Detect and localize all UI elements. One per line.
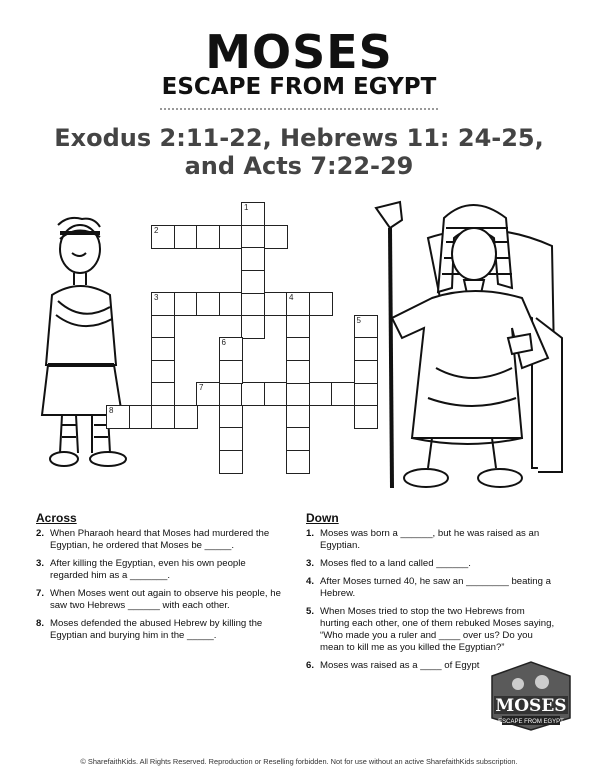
crossword-cell[interactable] — [174, 292, 198, 316]
crossword-cell[interactable] — [241, 382, 265, 406]
crossword-cell[interactable] — [219, 337, 243, 361]
crossword-cell[interactable] — [241, 247, 265, 271]
clue-number: 1 — [244, 203, 249, 212]
moses-logo — [488, 658, 574, 732]
scripture-reference-line-1: Exodus 2:11-22, Hebrews 11: 24-25, — [54, 124, 544, 152]
crossword-cell[interactable] — [241, 202, 265, 226]
crossword-cell[interactable] — [354, 315, 378, 339]
clue-across-3: 3. After killing the Egyptian, even his own people regarded him as a _______. — [36, 558, 246, 581]
clue-number: 4 — [289, 293, 294, 302]
crossword-cell[interactable] — [219, 450, 243, 474]
crossword-cell[interactable] — [309, 382, 333, 406]
crossword-cell[interactable] — [219, 405, 243, 429]
pharaoh-illustration — [372, 198, 578, 498]
crossword-cell[interactable] — [264, 382, 288, 406]
across-heading: Across — [36, 511, 77, 525]
crossword-cell[interactable] — [286, 315, 310, 339]
crossword-cell[interactable] — [106, 405, 130, 429]
crossword-cell[interactable] — [354, 382, 378, 406]
crossword-cell[interactable] — [129, 405, 153, 429]
clue-number: 8 — [109, 405, 114, 415]
crossword-cell[interactable] — [151, 315, 175, 339]
crossword-cell[interactable] — [151, 225, 175, 249]
crossword-cell[interactable] — [219, 225, 243, 249]
crossword-cell[interactable] — [219, 360, 243, 384]
clue-across-7: 7. When Moses went out again to observe his people, he saw two Hebrews ______ with each other. — [36, 588, 281, 611]
crossword-cell[interactable] — [241, 270, 265, 294]
clue-number: 6 — [221, 338, 226, 347]
crossword-cell[interactable] — [151, 382, 175, 406]
down-heading: Down — [306, 511, 339, 525]
clue-down-5: 5. When Moses tried to stop the two Hebrews from hurting each other, one of them rebuked Moses saying, “Who made you a ruler and ____ over us? Do you mean to kill me as you killed the Egyptian?” — [306, 606, 555, 653]
clue-down-6: 6. Moses was raised as a ____ of Egypt — [306, 660, 480, 671]
crossword-cell[interactable] — [151, 337, 175, 361]
clue-down-4: 4. After Moses turned 40, he saw an ________ beating a Hebrew. — [306, 576, 551, 599]
crossword-cell[interactable] — [241, 225, 265, 249]
crossword-cell[interactable] — [241, 292, 265, 316]
copyright-footer: © SharefaithKids. All Rights Reserved. Reproduction or Reselling forbidden. Not for use without an active SharefaithKids subscription. — [80, 757, 518, 766]
crossword-cell[interactable] — [331, 382, 355, 406]
crossword-cell[interactable] — [286, 405, 310, 429]
crossword-cell[interactable] — [151, 292, 175, 316]
across-clues — [36, 512, 282, 648]
page-title: MOSES — [205, 25, 393, 79]
young-moses-illustration — [38, 215, 138, 475]
crossword-cell[interactable] — [151, 360, 175, 384]
clue-number: 5 — [356, 315, 361, 325]
crossword-cell[interactable] — [174, 225, 198, 249]
clue-across-2: 2. When Pharaoh heard that Moses had murdered the Egyptian, he ordered that Moses be _____. — [36, 528, 270, 551]
page-subtitle: ESCAPE FROM EGYPT — [161, 74, 437, 100]
crossword-cell[interactable] — [196, 225, 220, 249]
crossword-cell[interactable] — [196, 382, 220, 406]
clue-down-3: 3. Moses fled to a land called ______. — [306, 558, 471, 569]
crossword-cell[interactable] — [286, 450, 310, 474]
crossword-cell[interactable] — [174, 405, 198, 429]
crossword-cell[interactable] — [219, 382, 243, 406]
crossword-cell[interactable] — [264, 292, 288, 316]
clue-down-1: 1. Moses was born a ______, but he was raised as an Egyptian. — [306, 528, 540, 551]
crossword-cell[interactable] — [354, 405, 378, 429]
crossword-cell[interactable] — [151, 405, 175, 429]
crossword-cell[interactable] — [354, 360, 378, 384]
divider — [160, 108, 438, 110]
crossword-cell[interactable] — [309, 292, 333, 316]
crossword-cell[interactable] — [241, 315, 265, 339]
crossword-cell[interactable] — [196, 292, 220, 316]
crossword-cell[interactable] — [286, 292, 310, 316]
crossword-cell[interactable] — [219, 427, 243, 451]
clue-across-8: 8. Moses defended the abused Hebrew by killing the Egyptian and burying him in the _____. — [36, 618, 263, 641]
crossword-cell[interactable] — [286, 427, 310, 451]
clue-number: 2 — [154, 225, 159, 235]
down-clues — [306, 512, 556, 678]
crossword-cell[interactable] — [264, 225, 288, 249]
logo-subtitle: ESCAPE FROM EGYPT — [498, 719, 564, 725]
crossword-cell[interactable] — [286, 337, 310, 361]
scripture-reference-line-2: and Acts 7:22-29 — [184, 152, 414, 180]
clue-number: 7 — [199, 383, 204, 392]
logo-title: MOSES — [495, 696, 567, 716]
crossword-cell[interactable] — [286, 382, 310, 406]
crossword-cell[interactable] — [286, 360, 310, 384]
crossword-cell[interactable] — [219, 292, 243, 316]
clue-number: 3 — [154, 293, 159, 302]
crossword-cell[interactable] — [354, 337, 378, 361]
